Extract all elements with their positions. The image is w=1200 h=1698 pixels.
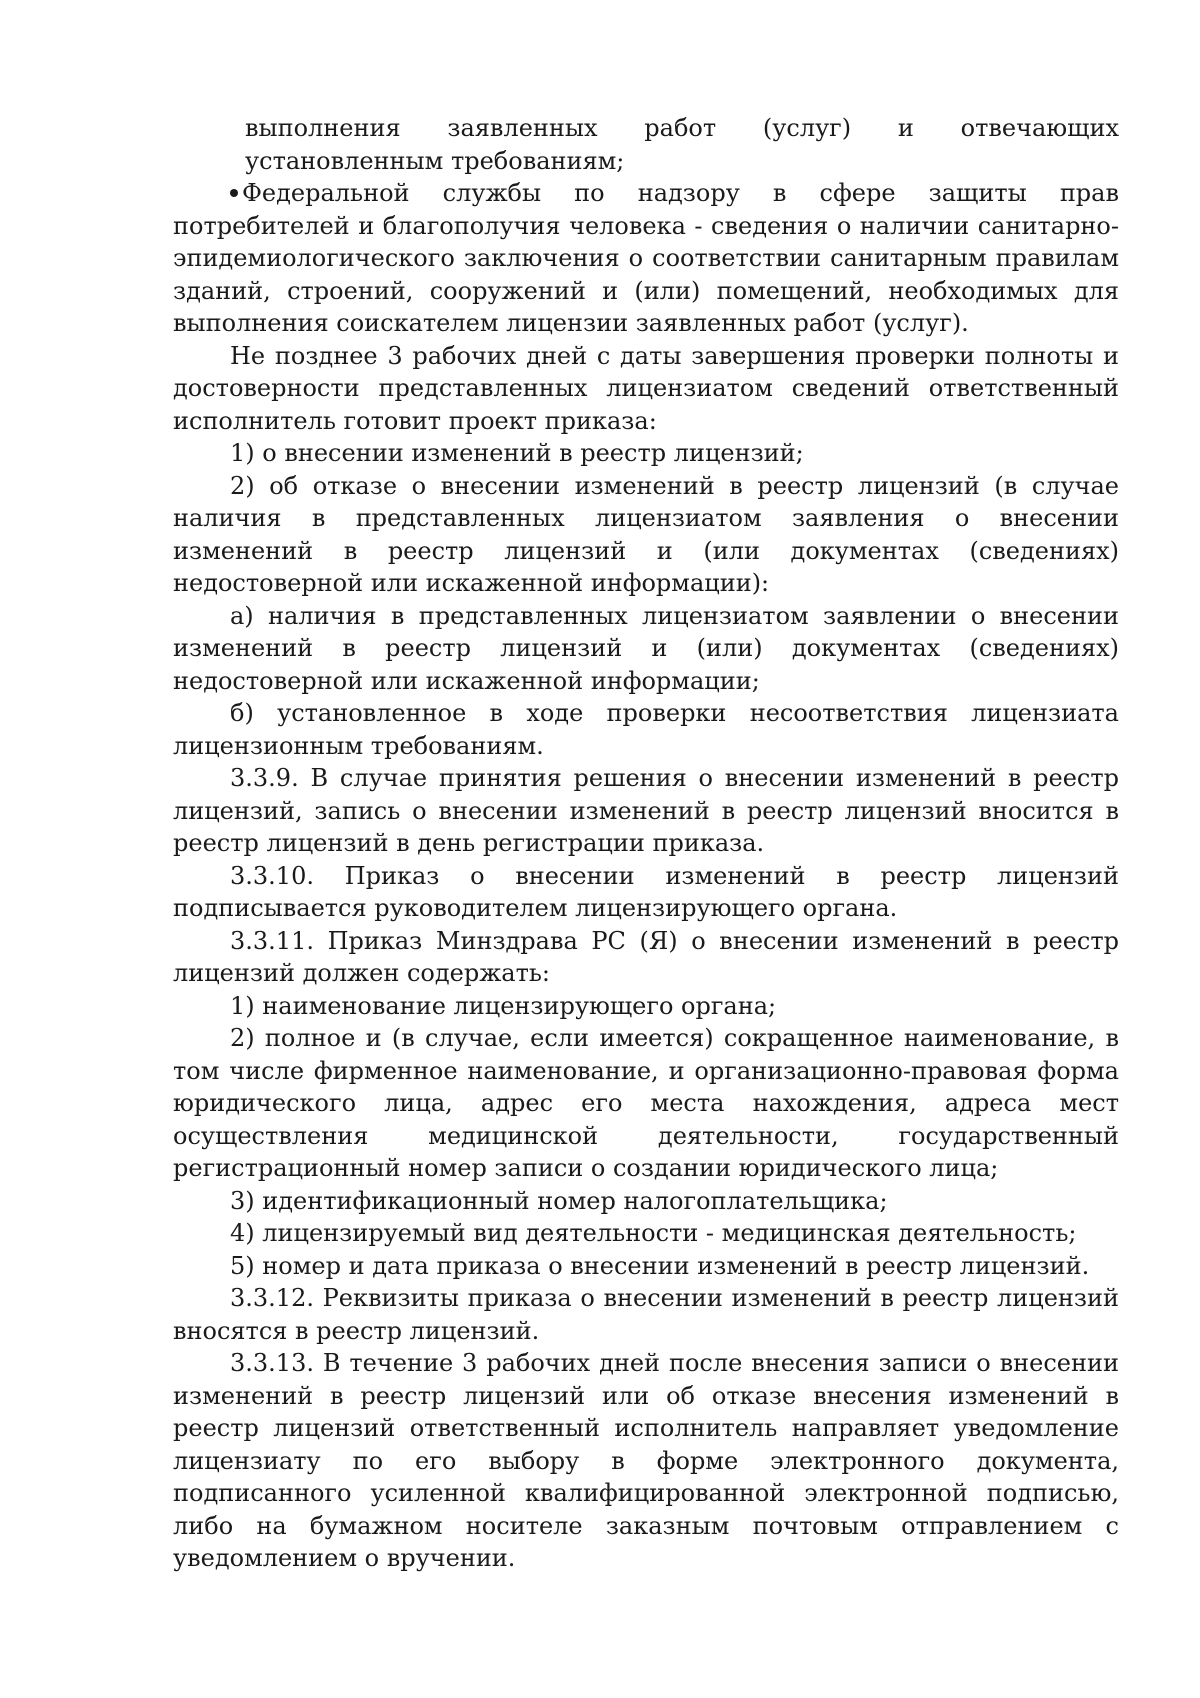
bullet-icon	[230, 189, 238, 197]
list-item-2: 2) полное и (в случае, если имеется) сокращенное наименование, в том числе фирменное наименование, и организационно-правовая форма юридического лица, адрес его места нахождения, адреса мест осуществления медицинской деятельности, государственный регистрационный номер записи о создании юридического лица;	[173, 1024, 1119, 1182]
clause-3-3-10: 3.3.10. Приказ о внесении изменений в реестр лицензий подписывается руководителем лицензирующего органа.	[173, 861, 1119, 922]
clause-3-3-13: 3.3.13. В течение 3 рабочих дней после внесения записи о внесении изменений в реестр лицензий или об отказе внесения изменений в реестр лицензий ответственный исполнитель направляет уведомление лицензиату по его выбору в форме электронного документа, подписанного усиленной квалифицированной электронной подписью, либо на бумажном носителе заказным почтовым отправлением с уведомлением о вручении.	[173, 1349, 1119, 1572]
list-item-a: а) наличия в представленных лицензиатом заявлении о внесении изменений в реестр лицензий и (или) документах (сведениях) недостоверной или искаженной информации;	[173, 601, 1119, 695]
clause-3-3-9: 3.3.9. В случае принятия решения о внесении изменений в реестр лицензий, запись о внесении изменений в реестр лицензий вносится в реестр лицензий в день регистрации приказа.	[173, 764, 1119, 857]
list-item-b: б) установленное в ходе проверки несоответствия лицензиата лицензионным требованиям.	[173, 699, 1119, 760]
clause-3-3-11: 3.3.11. Приказ Минздрава РС (Я) о внесении изменений в реестр лицензий должен содержать:	[173, 926, 1119, 987]
paragraph-continuation: выполнения заявленных работ (услуг) и отвечающих установленным требованиям;	[245, 114, 1119, 175]
list-item-3: 3) идентификационный номер налогоплательщика;	[230, 1186, 888, 1215]
list-item-1: 1) о внесении изменений в реестр лицензий;	[230, 439, 804, 467]
list-item-4: 4) лицензируемый вид деятельности - медицинская деятельность;	[230, 1219, 1077, 1247]
paragraph-deadline: Не позднее 3 рабочих дней с даты завершения проверки полноты и достоверности представленных лицензиатом сведений ответственный исполнитель готовит проект приказа:	[173, 341, 1119, 435]
list-item-5: 5) номер и дата приказа о внесении изменений в реестр лицензий.	[230, 1251, 1090, 1280]
list-item-1: 1) наименование лицензирующего органа;	[230, 991, 777, 1020]
bullet-text: Федеральной службы по надзору в сфере защиты прав потребителей и благополучия человека - сведения о наличии санитарно-эпидемиологического заключения о соответствии санитарным правилам зданий, строений, сооружений и (или) помещений, необходимых для выполнения соискателем лицензии заявленных работ (услуг).	[173, 179, 1119, 337]
paragraph-bullet-rospotrebnadzor	[173, 177, 1119, 340]
list-item-2: 2) об отказе о внесении изменений в реестр лицензий (в случае наличия в представленных лицензиатом заявления о внесении изменений в реестр лицензий и (или документах (сведениях) недостоверной или искаженной информации):	[173, 471, 1119, 597]
document-body	[173, 112, 1119, 1575]
clause-3-3-12: 3.3.12. Реквизиты приказа о внесении изменений в реестр лицензий вносятся в реестр лицензий.	[173, 1284, 1119, 1345]
